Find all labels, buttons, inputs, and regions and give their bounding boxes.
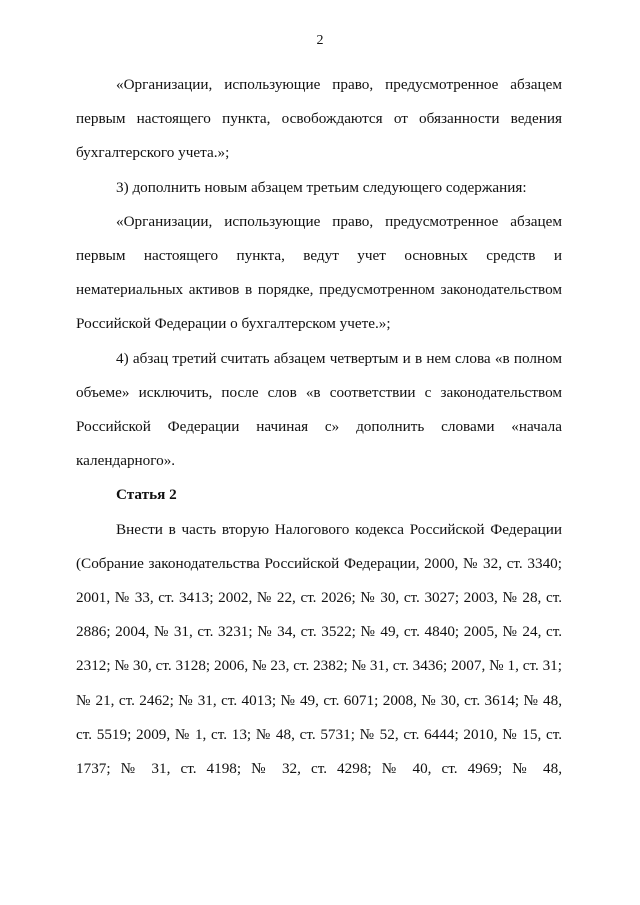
page-number: 2 — [316, 33, 324, 48]
amendment-item-4: 4) абзац третий считать абзацем четвертым и в нем слова «в полном объеме» исключить, после слов «в соответствии с законодательством Российской Федерации начиная с» дополнить словами «начала календарного». — [76, 349, 562, 470]
amendment-item-3: 3) дополнить новым абзацем третьим следующего содержания: — [116, 178, 527, 196]
document-body — [76, 68, 562, 786]
article-heading: Статья 2 — [116, 486, 177, 504]
quoted-paragraph-exemption: «Организации, использующие право, предусмотренное абзацем первым настоящего пункта, освобождаются от обязанности ведения бухгалтерского учета.»; — [76, 76, 562, 162]
quoted-paragraph-accounting: «Организации, использующие право, предусмотренное абзацем первым настоящего пункта, ведут учет основных средств и нематериальных активов в порядке, предусмотренном законодательством Российской Федерации о бухгалтерском учете.»; — [76, 212, 562, 333]
article-2-paragraph: Внести в часть вторую Налогового кодекса Российской Федерации (Собрание законодательства Российской Федерации, 2000, № 32, ст. 3340; 2001, № 33, ст. 3413; 2002, № 22, ст. 2026; № 30, ст. 3027; 2003, № 28, ст. 2886; 2004, № 31, ст. 3231; № 34, ст. 3522; № 49, ст. 4840; 2005, № 24, ст. 2312; № 30, ст. 3128; 2006, № 23, ст. 2382; № 31, ст. 3436; 2007, № 1, ст. 31; № 21, ст. 2462; № 31, ст. 4013; № 49, ст. 6071; 2008, № 30, ст. 3614; № 48, ст. 5519; 2009, № 1, ст. 13; № 48, ст. 5731; № 52, ст. 6444; 2010, № 15, ст. 1737; № 31, ст. 4198; № 32, ст. 4298; № 40, ст. 4969; № 48, — [76, 520, 562, 778]
